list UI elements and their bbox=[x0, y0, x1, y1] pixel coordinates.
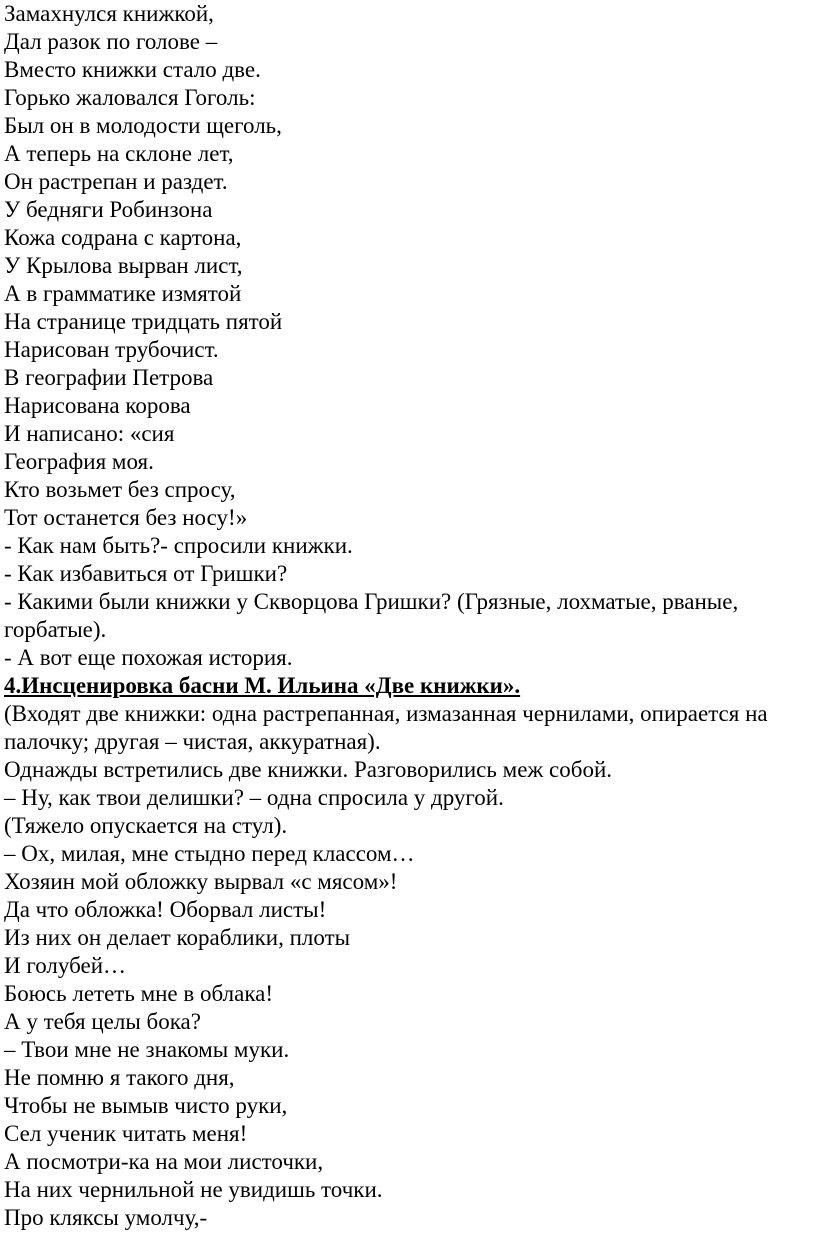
text-line: На них чернильной не увидишь точки. bbox=[4, 1177, 383, 1202]
text-line: Вместо книжки стало две. bbox=[4, 57, 261, 82]
text-line: А посмотри-ка на мои листочки, bbox=[4, 1149, 324, 1174]
text-line: Из них он делает кораблики, плоты bbox=[4, 925, 351, 950]
text-line: И написано: «сия bbox=[4, 421, 175, 446]
text-line: палочку; другая – чистая, аккуратная). bbox=[4, 729, 381, 754]
text-line: Чтобы не вымыв чисто руки, bbox=[4, 1093, 288, 1118]
text-line: - Какими были книжки у Скворцова Гришки? (Грязные, лохматые, рваные, bbox=[4, 589, 739, 614]
text-line: – Ох, милая, мне стыдно перед классом… bbox=[4, 841, 415, 866]
text-line: - Как избавиться от Гришки? bbox=[4, 561, 288, 586]
text-line: У Крылова вырван лист, bbox=[4, 253, 243, 278]
text-line: Хозяин мой обложку вырвал «с мясом»! bbox=[4, 869, 398, 894]
text-line: – Ну, как твои делишки? – одна спросила у другой. bbox=[4, 785, 504, 810]
poem-part-1 bbox=[4, 0, 816, 672]
text-line: Нарисована корова bbox=[4, 393, 191, 418]
text-line: Нарисован трубочист. bbox=[4, 337, 219, 362]
text-line: В географии Петрова bbox=[4, 365, 214, 390]
text-line: Дал разок по голове – bbox=[4, 29, 218, 54]
text-line: Кожа содрана с картона, bbox=[4, 225, 242, 250]
text-line: – Твои мне не знакомы муки. bbox=[4, 1037, 290, 1062]
text-line: Замахнулся книжкой, bbox=[4, 1, 214, 26]
section-heading: 4.Инсценировка басни М. Ильина «Две книжки». bbox=[4, 673, 521, 698]
text-line: А в грамматике измятой bbox=[4, 281, 242, 306]
text-line: География моя. bbox=[4, 449, 154, 474]
text-line: А теперь на склоне лет, bbox=[4, 141, 234, 166]
text-line: Да что обложка! Оборвал листы! bbox=[4, 897, 327, 922]
text-line: Боюсь лететь мне в облака! bbox=[4, 981, 274, 1006]
text-line: А у тебя целы бока? bbox=[4, 1009, 201, 1034]
poem-part-2 bbox=[4, 700, 816, 1232]
text-line: Был он в молодости щеголь, bbox=[4, 113, 282, 138]
text-line: - Как нам быть?- спросили книжки. bbox=[4, 533, 353, 558]
text-line: Горько жаловался Гоголь: bbox=[4, 85, 256, 110]
text-line: - А вот еще похожая история. bbox=[4, 645, 293, 670]
text-line: Про кляксы умолчу,- bbox=[4, 1205, 208, 1230]
text-line: Кто возьмет без спросу, bbox=[4, 477, 236, 502]
text-line: Он растрепан и раздет. bbox=[4, 169, 228, 194]
text-line: горбатые). bbox=[4, 617, 107, 642]
text-line: Сел ученик читать меня! bbox=[4, 1121, 248, 1146]
text-line: На странице тридцать пятой bbox=[4, 309, 283, 334]
text-line: (Тяжело опускается на стул). bbox=[4, 813, 288, 838]
text-line: У бедняги Робинзона bbox=[4, 197, 213, 222]
text-line: Тот останется без носу!» bbox=[4, 505, 248, 530]
text-line: Не помню я такого дня, bbox=[4, 1065, 235, 1090]
text-line: Однажды встретились две книжки. Разговорились меж собой. bbox=[4, 757, 613, 782]
text-line: И голубей… bbox=[4, 953, 127, 978]
text-line: (Входят две книжки: одна растрепанная, измазанная чернилами, опирается на bbox=[4, 701, 768, 726]
